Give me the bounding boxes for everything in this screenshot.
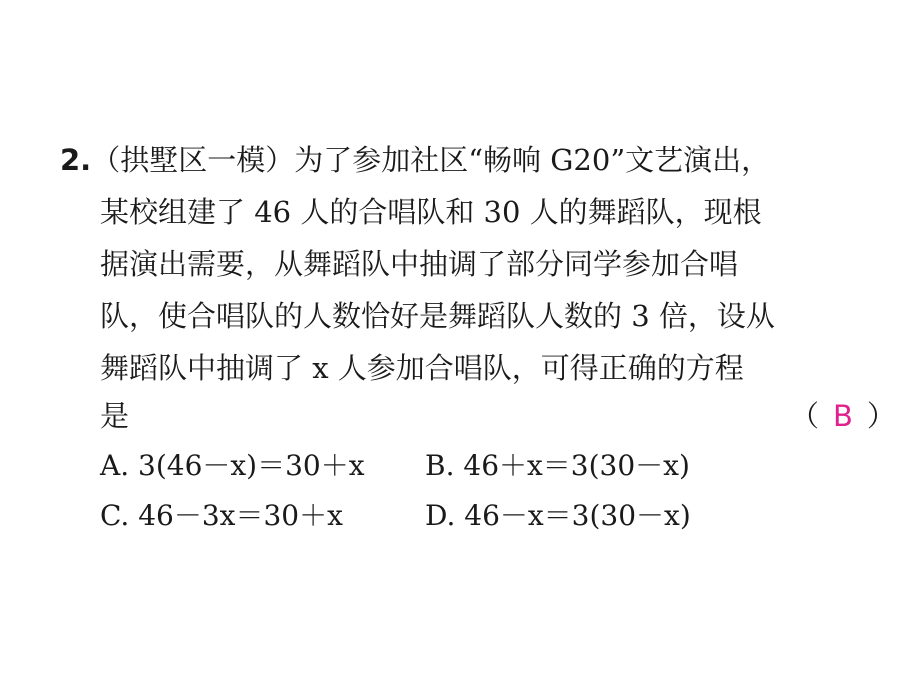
option-b: B. 46＋x＝3(30－x) — [425, 449, 690, 482]
question-text-line-1: （拱墅区一模）为了参加社区“畅响 G20”文艺演出， — [91, 143, 771, 177]
option-d: D. 46－x＝3(30－x) — [425, 499, 691, 532]
answer-letter: B — [833, 399, 853, 433]
answer-open-paren: （ — [790, 399, 820, 433]
question-line-1 — [60, 140, 770, 180]
option-a: A. 3(46－x)＝30＋x — [100, 449, 365, 482]
answer-close-paren: ） — [866, 399, 896, 433]
question-text-line-2: 某校组建了 46 人的合唱队和 30 人的舞蹈队，现根 — [100, 195, 762, 229]
answer-slot — [790, 396, 896, 436]
question-text-line-5: 舞蹈队中抽调了 x 人参加合唱队，可得正确的方程 — [100, 351, 744, 385]
question-text-line-4: 队，使合唱队的人数恰好是舞蹈队人数的 3 倍，设从 — [100, 299, 775, 333]
question-text-line-3: 据演出需要，从舞蹈队中抽调了部分同学参加合唱 — [100, 247, 739, 281]
question-number: 2. — [60, 143, 92, 177]
option-c: C. 46－3x＝30＋x — [100, 499, 343, 532]
question-text-line-6: 是 — [100, 399, 130, 433]
